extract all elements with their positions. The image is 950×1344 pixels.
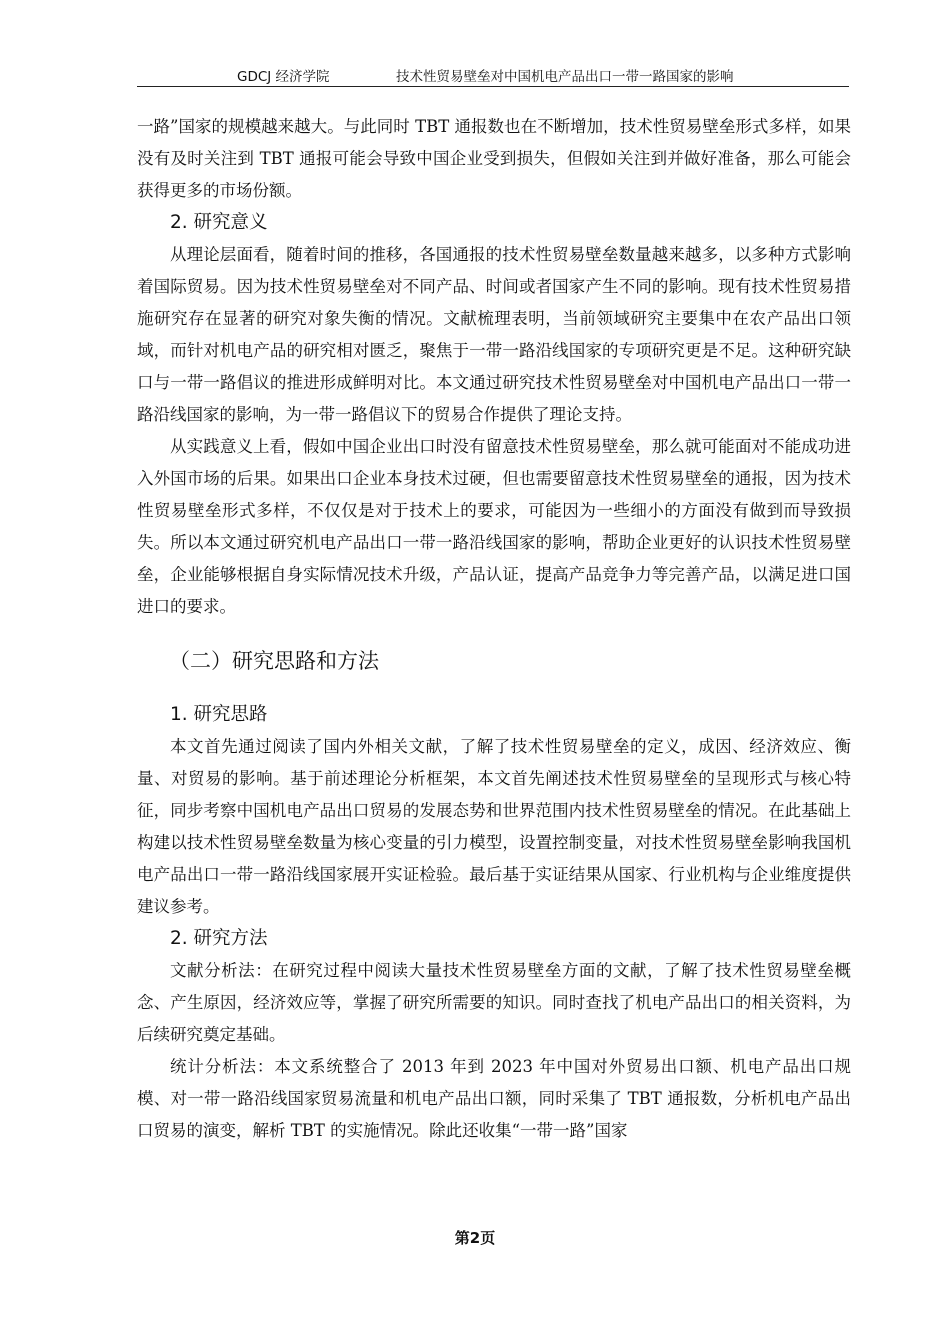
page-content xyxy=(137,111,851,1147)
paragraph-literature-method: 文献分析法：在研究过程中阅读大量技术性贸易壁垒方面的文献，了解了技术性贸易壁垒概念、产生原因，经济效应等，掌握了研究所需要的知识。同时查找了机电产品出口的相关资料，为后续研究奠定基础。 xyxy=(137,961,851,1044)
paragraph-continued: 一路”国家的规模越来越大。与此同时 TBT 通报数也在不断增加，技术性贸易壁垒形式多样，如果没有及时关注到 TBT 通报可能会导致中国企业受到损失，但假如关注到并做好准备，那么可能会获得更多的市场份额。 xyxy=(137,117,851,200)
paragraph-research-idea: 本文首先通过阅读了国内外相关文献，了解了技术性贸易壁垒的定义，成因、经济效应、衡量、对贸易的影响。基于前述理论分析框架，本文首先阐述技术性贸易壁垒的呈现形式与核心特征，同步考察中国机电产品出口贸易的发展态势和世界范围内技术性贸易壁垒的情况。在此基础上构建以技术性贸易壁垒数量为核心变量的引力模型，设置控制变量，对技术性贸易壁垒影响我国机电产品出口一带一路沿线国家展开实证检验。最后基于实证结果从国家、行业机构与企业维度提供建议参考。 xyxy=(137,737,851,916)
heading-research-method: 2. 研究方法 xyxy=(170,928,268,949)
heading-section-two: （二）研究思路和方法 xyxy=(169,649,379,673)
heading-research-significance: 2. 研究意义 xyxy=(170,212,268,233)
heading-research-idea: 1. 研究思路 xyxy=(170,704,268,725)
paragraph-theory: 从理论层面看，随着时间的推移，各国通报的技术性贸易壁垒数量越来越多，以多种方式影响着国际贸易。因为技术性贸易壁垒对不同产品、时间或者国家产生不同的影响。现有技术性贸易措施研究存在显著的研究对象失衡的情况。文献梳理表明，当前领域研究主要集中在农产品出口领域，而针对机电产品的研究相对匮乏，聚焦于一带一路沿线国家的专项研究更是不足。这种研究缺口与一带一路倡议的推进形成鲜明对比。本文通过研究技术性贸易壁垒对中国机电产品出口一带一路沿线国家的影响，为一带一路倡议下的贸易合作提供了理论支持。 xyxy=(137,245,851,424)
page-header xyxy=(137,62,849,87)
header-title: 技术性贸易壁垒对中国机电产品出口一带一路国家的影响 xyxy=(396,69,734,85)
page-number: 第2页 xyxy=(454,1229,496,1247)
header-school: GDCJ 经济学院 xyxy=(237,69,330,85)
paragraph-statistical-method: 统计分析法：本文系统整合了 2013 年到 2023 年中国对外贸易出口额、机电产品出口规模、对一带一路沿线国家贸易流量和机电产品出口额，同时采集了 TBT 通报数，分析机电产品出口贸易的演变，解析 TBT 的实施情况。除此还收集“一带一路”国家 xyxy=(137,1057,851,1140)
paragraph-practice: 从实践意义上看，假如中国企业出口时没有留意技术性贸易壁垒，那么就可能面对不能成功进入外国市场的后果。如果出口企业本身技术过硬，但也需要留意技术性贸易壁垒的通报，因为技术性贸易壁垒形式多样，不仅仅是对于技术上的要求，可能因为一些细小的方面没有做到而导致损失。所以本文通过研究机电产品出口一带一路沿线国家的影响，帮助企业更好的认识技术性贸易壁垒，企业能够根据自身实际情况技术升级，产品认证，提高产品竞争力等完善产品，以满足进口国进口的要求。 xyxy=(137,437,851,616)
